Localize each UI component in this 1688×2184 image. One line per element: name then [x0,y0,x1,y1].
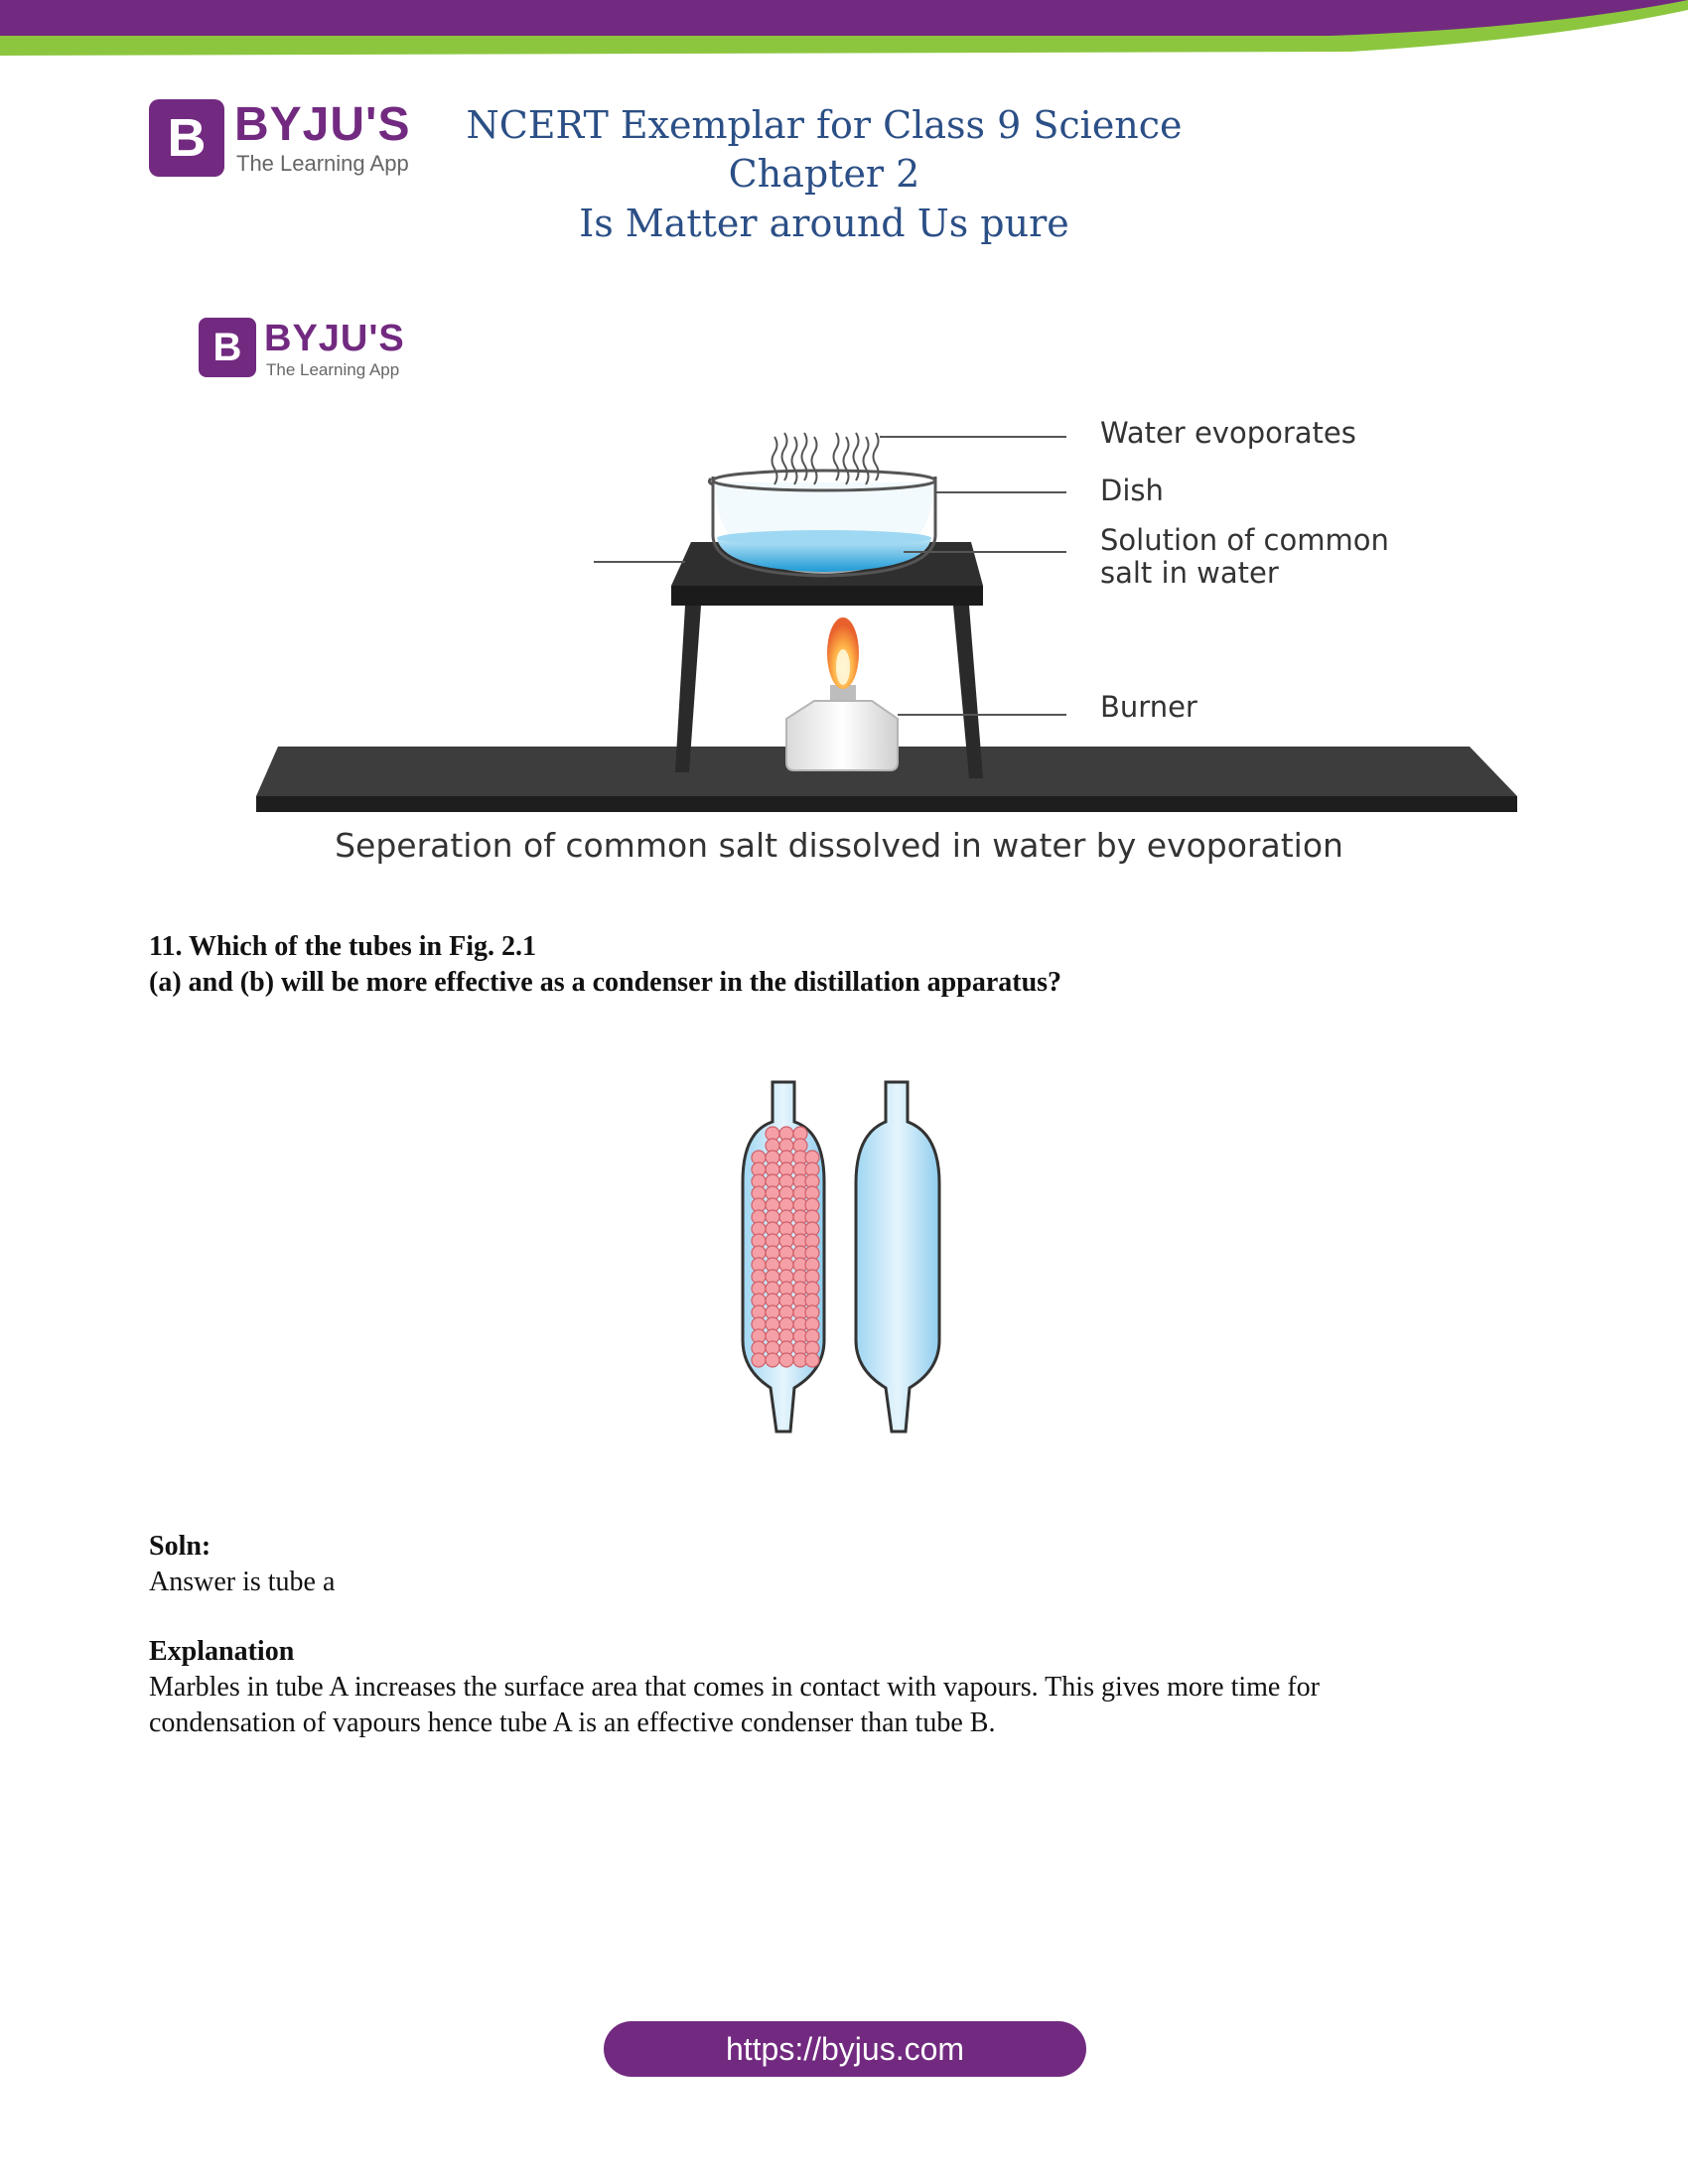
burner-icon [786,617,898,770]
explanation-line-1: Marbles in tube A increases the surface area that comes in contact with vapours. This gives more time for [149,1672,1321,1703]
evaporation-figure [0,0,1688,893]
title-line-1: NCERT Exemplar for Class 9 Science Chapter 2 [466,103,1183,197]
tube-b-icon [856,1082,939,1432]
marble [805,1353,819,1367]
title-line-2: Is Matter around Us pure [579,201,1069,245]
solution-heading: Soln: [149,1531,211,1562]
marble [766,1353,779,1367]
question-line-1: 11. Which of the tubes in Fig. 2.1 [149,931,536,962]
condenser-tubes-figure [715,1072,973,1449]
label-water-evaporates: Water evoporates [1100,416,1356,450]
label-solution-line-2: salt in water [1100,556,1279,591]
label-dish: Dish [1100,474,1164,507]
label-solution [1100,524,1389,591]
byjus-b-icon: B [199,318,256,377]
figure-logo-tagline: The Learning App [266,360,400,379]
marble [752,1353,766,1367]
label-solution-line-1: Solution of common [1100,523,1389,557]
label-burner: Burner [1100,690,1197,724]
figure-logo-brand: BYJU'S [264,318,405,359]
explanation-line-2: condensation of vapours hence tube A is an effective condenser than tube B. [149,1707,996,1738]
dish-icon [709,471,935,576]
vapour-icon [773,433,879,484]
logo-tagline: The Learning App [236,151,409,176]
explanation-heading: Explanation [149,1636,295,1667]
marbles [752,1127,819,1367]
solution-answer: Answer is tube a [149,1567,336,1597]
figure-caption: Seperation of common salt dissolved in water by evoporation [335,826,1343,865]
footer-url-link[interactable]: https://byjus.com [604,2021,1086,2077]
byjus-b-icon: B [149,99,224,177]
logo-brand: BYJU'S [234,98,411,151]
question-line-2: (a) and (b) will be more effective as a condenser in the distillation apparatus? [149,967,1062,998]
tube-a-icon [743,1082,824,1432]
marble [779,1353,793,1367]
